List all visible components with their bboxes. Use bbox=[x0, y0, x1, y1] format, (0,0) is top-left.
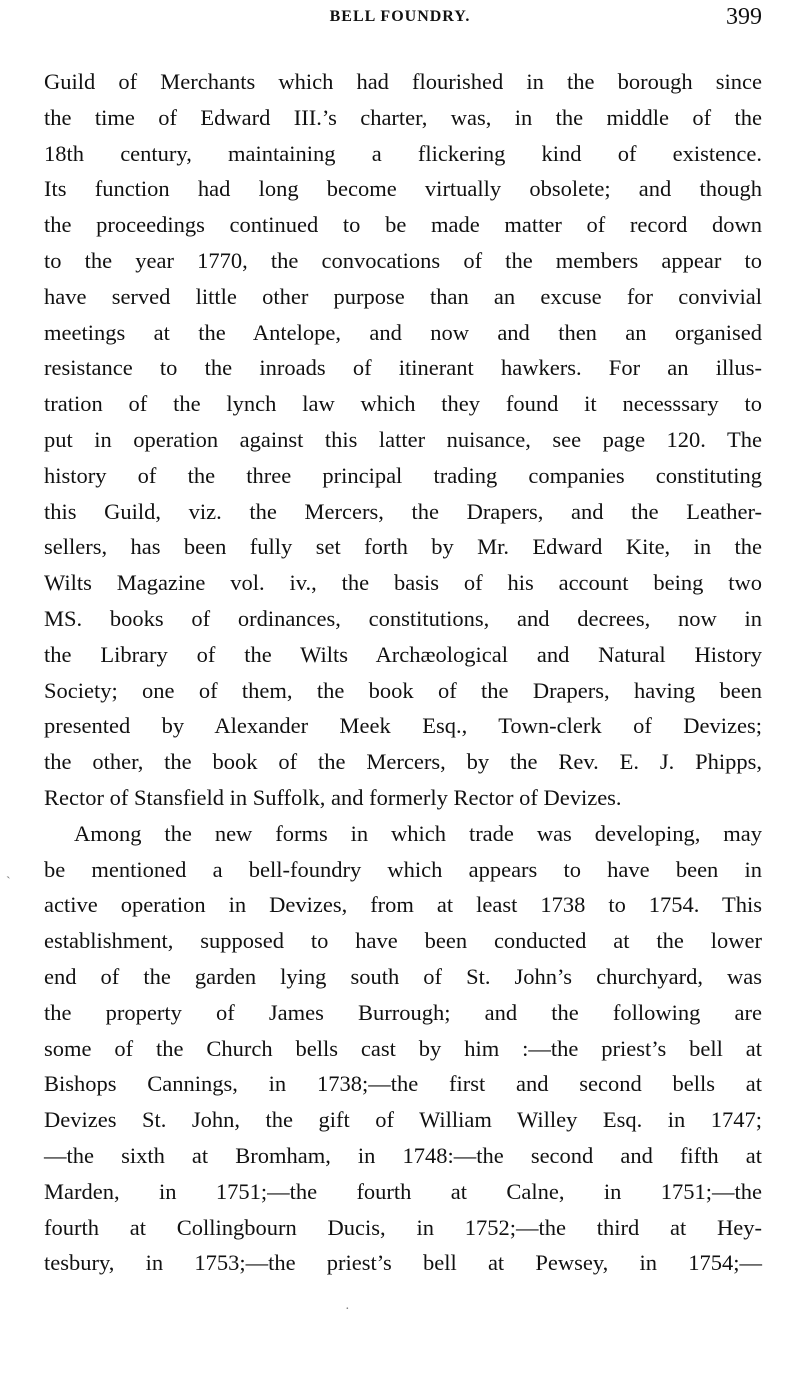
text-line: Devizes St. John, the gift of William Willey Esq. in 1747; bbox=[44, 1107, 762, 1133]
text-line: Among the new forms in which trade was developing, may bbox=[74, 820, 762, 846]
text-line: Marden, in 1751;—the fourth at Calne, in 1751;—the bbox=[44, 1178, 762, 1204]
text-line: meetings at the Antelope, and now and then an organised bbox=[44, 319, 762, 345]
text-line: establishment, supposed to have been conducted at the lower bbox=[44, 928, 762, 954]
text-line: tration of the lynch law which they found it necesssary to bbox=[44, 391, 762, 417]
text-line: tesbury, in 1753;—the priest’s bell at Pewsey, in 1754;— bbox=[44, 1250, 762, 1276]
text-line: some of the Church bells cast by him :—the priest’s bell at bbox=[44, 1035, 762, 1061]
text-line: to the year 1770, the convocations of the members appear to bbox=[44, 247, 762, 273]
text-line: this Guild, viz. the Mercers, the Drapers, and the Leather- bbox=[44, 498, 762, 524]
text-line: Bishops Cannings, in 1738;—the first and second bells at bbox=[44, 1071, 762, 1097]
scan-speck: ` bbox=[6, 875, 11, 890]
page-number: 399 bbox=[726, 4, 762, 30]
text-line: Society; one of them, the book of the Drapers, having been bbox=[44, 677, 762, 703]
text-line: have served little other purpose than an excuse for convivial bbox=[44, 283, 762, 309]
text-line: Its function had long become virtually obsolete; and though bbox=[44, 176, 762, 202]
text-line: the Library of the Wilts Archæological and Natural History bbox=[44, 641, 762, 667]
text-line: active operation in Devizes, from at least 1738 to 1754. This bbox=[44, 892, 762, 918]
text-line: end of the garden lying south of St. John’s churchyard, was bbox=[44, 963, 762, 989]
text-line: Guild of Merchants which had flourished in the borough since bbox=[44, 69, 762, 94]
text-line: Rector of Stansfield in Suffolk, and formerly Rector of Devizes. bbox=[44, 784, 622, 810]
text-line: Wilts Magazine vol. iv., the basis of his account being two bbox=[44, 570, 762, 596]
text-line: sellers, has been fully set forth by Mr. Edward Kite, in the bbox=[44, 534, 762, 560]
running-header: BELL FOUNDRY. bbox=[329, 8, 471, 25]
text-line: the other, the book of the Mercers, by the Rev. E. J. Phipps, bbox=[44, 749, 762, 775]
body-text bbox=[44, 64, 762, 1281]
text-line: the proceedings continued to be made matter of record down bbox=[44, 212, 762, 238]
text-line: the property of James Burrough; and the following are bbox=[44, 999, 762, 1025]
text-line: history of the three principal trading companies constituting bbox=[44, 462, 762, 488]
text-line: presented by Alexander Meek Esq., Town-clerk of Devizes; bbox=[44, 713, 762, 739]
scan-speck: · bbox=[345, 1302, 350, 1317]
text-line: the time of Edward III.’s charter, was, in the middle of the bbox=[44, 104, 762, 130]
text-line: be mentioned a bell-foundry which appears to have been in bbox=[44, 856, 762, 882]
text-line: MS. books of ordinances, constitutions, and decrees, now in bbox=[44, 605, 762, 631]
text-line: fourth at Collingbourn Ducis, in 1752;—the third at Hey- bbox=[44, 1214, 762, 1240]
text-line: 18th century, maintaining a flickering kind of existence. bbox=[44, 140, 762, 166]
text-line: —the sixth at Bromham, in 1748:—the second and fifth at bbox=[44, 1142, 762, 1168]
text-line: resistance to the inroads of itinerant hawkers. For an illus- bbox=[44, 355, 762, 381]
text-line: put in operation against this latter nuisance, see page 120. The bbox=[44, 426, 762, 452]
